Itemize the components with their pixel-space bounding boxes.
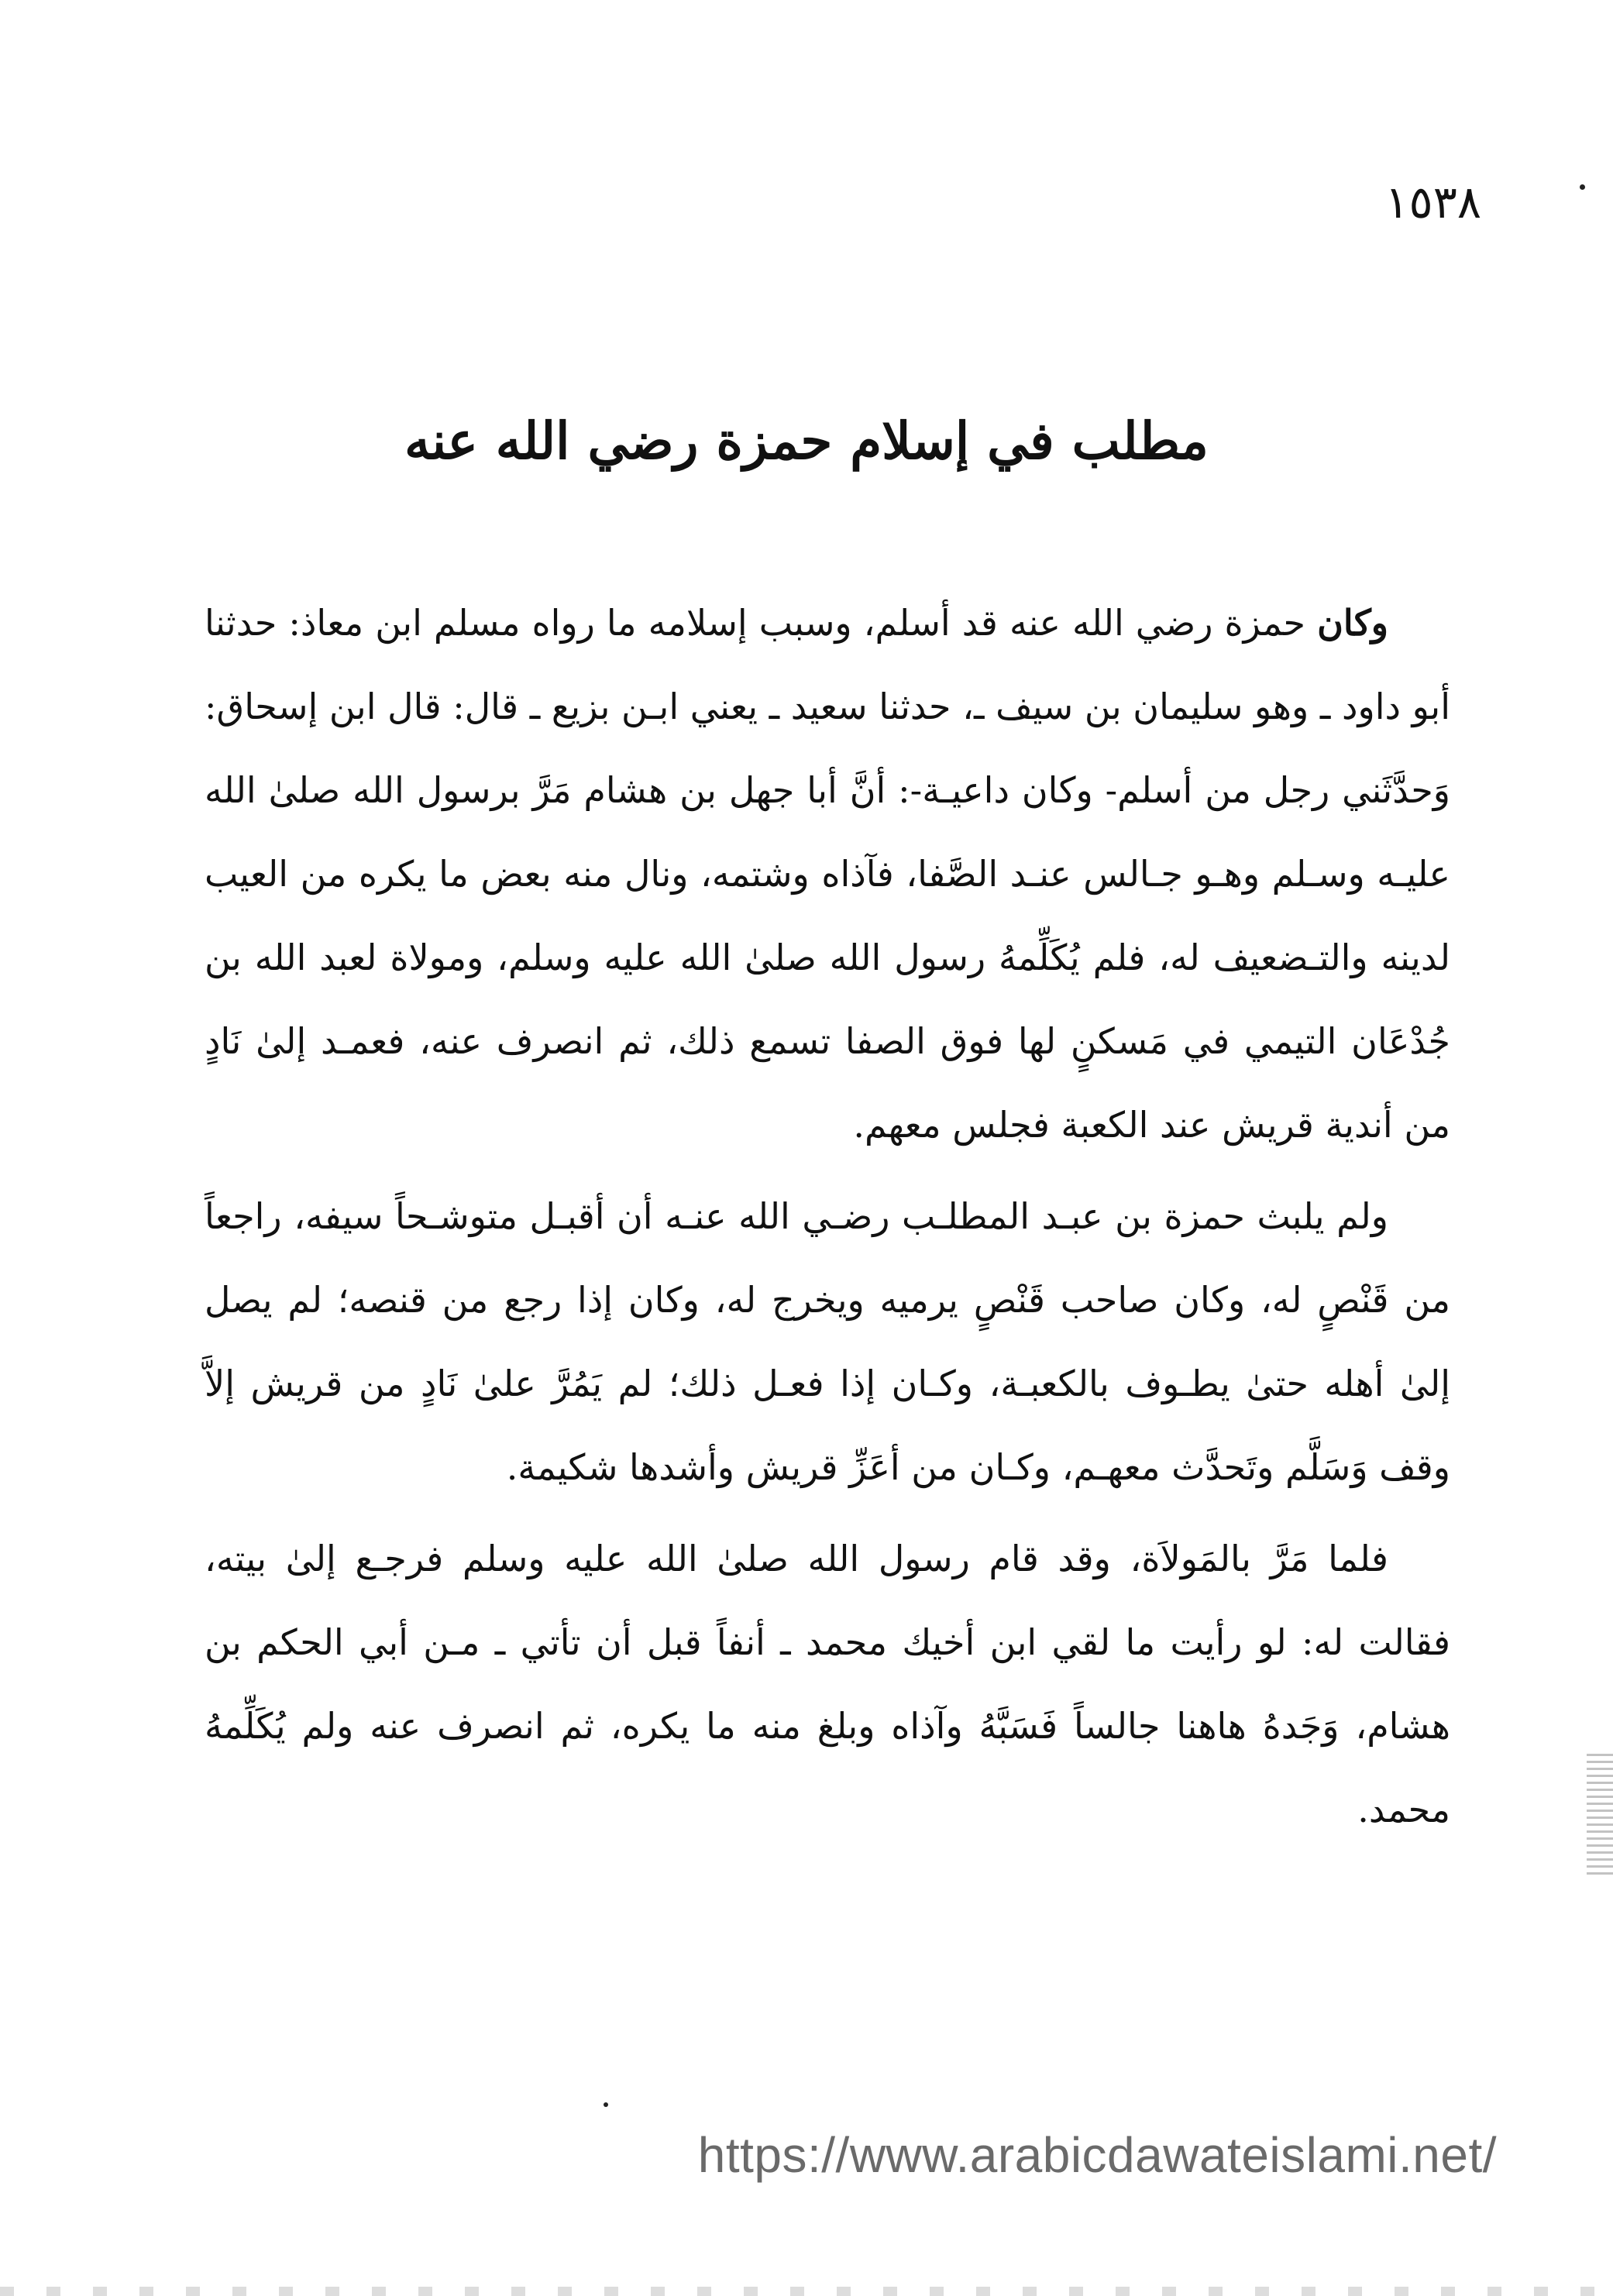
corner-dot-mark [1580,184,1585,190]
paragraph-1-lead: وكان [1317,602,1388,644]
bottom-scan-dashes [0,2287,1613,2296]
watermark-url: https://www.arabicdawateislami.net/ [697,2127,1497,2183]
paragraph-2-text: ولم يلبث حمزة بن عبـد المطلـب رضـي الله عنـه أن أقبـل متوشـحاً سيفه، راجعاً من قَنْصٍ له، وكان صاحب قَنْصٍ يرميه ويخرج له، وكان إذا رجع من قنصه؛ لم يصل إلىٰ أهله حتىٰ يطـوف بالكعبـة، وكـان إذا فعـل ذلك؛ لم يَمُرَّ علىٰ نَادٍ من قريش إلاَّ وقف وَسَلَّم وتَحدَّث معهـم، وكـان من أعَزِّ قريش وأشدها شكيمة. [205,1195,1450,1488]
paragraph-1-text: حمزة رضي الله عنه قد أسلم، وسبب إسلامه ما رواه مسلم ابن معاذ: حدثنا أبو داود ـ وهو سليمان بن سيف ـ، حدثنا سعيد ـ يعني ابـن بزيع ـ قال: قال ابن إسحاق: وَحدَّثَني رجل من أسلم- وكان داعيـة-: أنَّ أبا جهل بن هشام مَرَّ برسول الله صلىٰ الله عليـه وسـلم وهـو جـالس عنـد الصَّفا، فآذاه وشتمه، ونال منه بعض ما يكره من العيب لدينه والتـضعيف له، فلم يُكَلِّمهُ رسول الله صلىٰ الله عليه وسلم، ومولاة لعبد الله بن جُدْعَان التيمي في مَسكنٍ لها فوق الصفا تسمع ذلك، ثم انصرف عنه، فعمـد إلىٰ نَادٍ من أندية قريش عند الكعبة فجلس معهم. [205,602,1450,1146]
body-text [205,581,1450,1859]
paragraph-3-text: فلما مَرَّ بالمَولاَة، وقد قام رسول الله صلىٰ الله عليه وسلم فرجـع إلىٰ بيته، فقالت له: لو رأيت ما لقي ابن أخيك محمد ـ أنفاً قبل أن تأتي ـ مـن أبي الحكم بن هشام، وَجَدهُ هاهنا جالساً فَسَبَّهُ وآذاه وبلغ منه ما يكره، ثم انصرف عنه ولم يُكَلِّمهُ محمد. [205,1538,1450,1830]
page-number: ١٥٣٨ [1384,176,1481,229]
paragraph-3 [205,1517,1450,1851]
scan-edge-mark [1587,1751,1613,1875]
paragraph-1 [205,581,1450,1167]
paragraph-2 [205,1174,1450,1509]
bottom-dot-mark [604,2102,608,2107]
section-title: مطلب في إسلام حمزة رضي الله عنه [404,411,1209,472]
